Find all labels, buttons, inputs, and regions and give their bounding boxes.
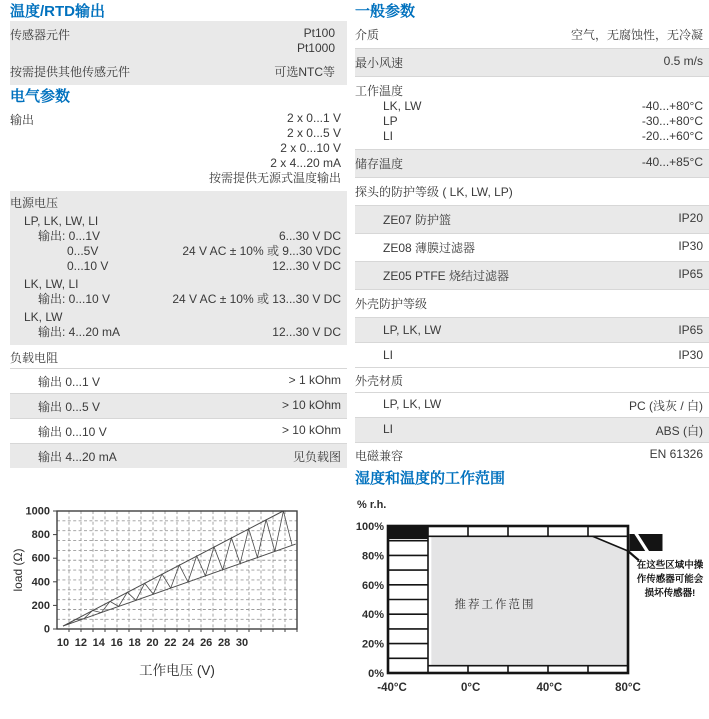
group-header: 外壳防护等级 — [355, 297, 428, 311]
humidity-y-tick: 0% — [368, 668, 384, 680]
spec-value: 24 V AC ± 10% 或 9...30 VDC — [182, 244, 341, 258]
spec-value: IP30 — [678, 348, 703, 362]
spec-row — [355, 261, 709, 289]
spec-row-medium — [355, 21, 709, 48]
section-title-temp-rtd: 温度/RTD输出 — [10, 3, 105, 20]
spec-label: 传感器元件 — [10, 28, 71, 42]
spec-value — [209, 111, 341, 186]
spec-label: 输出: 4...20 mA — [38, 325, 121, 339]
spec-value: IP30 — [678, 239, 703, 253]
spec-value: IP65 — [678, 323, 703, 337]
spec-row — [355, 233, 709, 261]
spec-value: > 10 kOhm — [281, 422, 341, 437]
spec-row-other-sensors — [10, 58, 341, 80]
spec-label: 输出: 0...1V — [38, 229, 101, 243]
spec-row — [355, 99, 703, 114]
spec-row — [10, 443, 347, 468]
spec-label: 0...10 V — [67, 259, 109, 273]
load-chart-y-tick: 400 — [31, 576, 50, 589]
danger-note-line: 作传感器可能会 — [636, 574, 704, 585]
spec-value: 12...30 V DC — [272, 325, 341, 339]
spec-label: 介质 — [355, 28, 380, 42]
spec-row — [355, 342, 709, 367]
spec-row — [355, 205, 709, 233]
sensor-element-block — [10, 21, 347, 85]
spec-label: 输出 — [10, 113, 35, 127]
spec-label: LP — [383, 114, 398, 128]
spec-row — [10, 393, 347, 418]
spec-value: > 10 kOhm — [281, 397, 341, 412]
humidity-operating-range-chart — [355, 488, 709, 704]
humidity-x-tick: 40°C — [536, 682, 563, 694]
humidity-y-tick: 40% — [361, 609, 384, 622]
spec-label: 输出 0...1 V — [38, 374, 101, 389]
spec-label: 最小风速 — [355, 56, 404, 70]
load-chart-y-tick: 200 — [31, 599, 50, 612]
spec-label: 输出: 0...10 V — [38, 292, 111, 306]
load-resistance-section — [10, 345, 347, 468]
spec-value: 0.5 m/s — [663, 54, 703, 68]
housing-material-header — [355, 367, 709, 392]
spec-value: -40...+80°C — [641, 99, 703, 113]
supply-row — [10, 325, 341, 340]
supply-header: 电源电压 — [10, 196, 59, 210]
spec-value: > 1 kOhm — [288, 372, 341, 387]
spec-value-line: 2 x 0...1 V — [286, 111, 341, 125]
spec-value-line: Pt1000 — [296, 41, 335, 55]
group-header: 工作温度 — [355, 84, 404, 98]
load-chart-x-tick: 28 — [217, 637, 231, 649]
spec-label: 0...5V — [67, 244, 99, 258]
supply-row — [10, 229, 341, 244]
group-header: 探头的防护等级 ( LK, LW, LP) — [355, 185, 513, 199]
spec-value-line: 2 x 0...5 V — [286, 126, 341, 140]
spec-row-sensor-element — [10, 26, 341, 58]
humidity-y-tick: 20% — [361, 638, 384, 651]
section-title-general: 一般参数 — [355, 3, 416, 20]
spec-row — [355, 392, 709, 417]
section-title-electrical: 电气参数 — [10, 88, 71, 105]
load-chart-y-label: load (Ω) — [11, 548, 25, 592]
spec-row — [10, 418, 347, 443]
spec-row — [355, 317, 709, 342]
spec-label: LP, LK, LW — [383, 396, 442, 411]
load-chart-x-tick: 10 — [56, 637, 70, 649]
spec-row — [355, 417, 709, 442]
spec-value: -40...+85°C — [641, 155, 703, 169]
humidity-y-tick: 80% — [361, 550, 384, 563]
supply-row — [10, 292, 341, 307]
humidity-y-tick: 100% — [355, 521, 384, 533]
humidity-y-axis-unit: % r.h. — [357, 499, 387, 511]
spec-label: 按需提供其他传感元件 — [10, 65, 131, 79]
spec-value: 空气，无腐蚀性，无冷凝 — [570, 28, 703, 42]
load-chart-y-tick: 800 — [31, 529, 50, 542]
operating-temp-group — [355, 76, 709, 149]
spec-value: 6...30 V DC — [278, 229, 341, 243]
supply-models: LK, LW — [24, 310, 63, 324]
spec-value: -30...+80°C — [641, 114, 703, 128]
spec-row-storage-temp — [355, 149, 709, 177]
spec-row — [10, 368, 347, 393]
recommended-range-label: 推荐工作范围 — [454, 599, 536, 611]
left-column — [10, 0, 347, 685]
load-chart-x-label: 工作电压 (V) — [139, 663, 215, 678]
spec-label: LI — [383, 421, 394, 436]
spec-label: ZE05 PTFE 烧结过滤器 — [383, 269, 510, 283]
load-chart-x-tick: 14 — [92, 637, 105, 649]
spec-value-line: 2 x 0...10 V — [280, 141, 341, 155]
spec-value: IP65 — [678, 267, 703, 281]
supply-row — [10, 244, 341, 259]
spec-row-min-airspeed — [355, 48, 709, 76]
spec-label: LI — [383, 129, 394, 143]
load-chart-x-tick: 22 — [164, 637, 177, 649]
spec-label: LI — [383, 348, 394, 362]
spec-label: 输出 4...20 mA — [38, 449, 117, 464]
spec-value: -20...+60°C — [641, 129, 703, 143]
spec-label: 输出 0...10 V — [38, 424, 107, 439]
spec-value: ABS (白) — [655, 423, 703, 438]
spec-value: 12...30 V DC — [272, 259, 341, 273]
spec-value: 24 V AC ± 10% 或 13...30 V DC — [172, 292, 341, 306]
spec-row-emc — [355, 442, 709, 467]
load-chart-x-tick: 26 — [200, 637, 213, 649]
danger-note-line: 在这些区域中操 — [636, 560, 704, 571]
load-chart — [10, 496, 347, 685]
spec-value: PC (浅灰 / 白) — [629, 398, 703, 413]
load-resistance-header: 负载电阻 — [10, 351, 59, 365]
spec-label: 储存温度 — [355, 157, 404, 171]
spec-label: ZE07 防护篮 — [383, 213, 452, 227]
spec-row — [355, 114, 703, 129]
humidity-x-tick: 80°C — [615, 682, 641, 694]
humidity-x-tick: 0°C — [461, 682, 481, 694]
supply-row — [10, 259, 341, 274]
load-chart-y-tick: 1000 — [25, 505, 50, 518]
danger-zone-top-left — [388, 526, 428, 539]
load-chart-x-tick: 16 — [110, 637, 123, 649]
load-chart-x-tick: 30 — [235, 637, 249, 649]
supply-voltage-block — [10, 191, 347, 345]
spec-row-output — [10, 106, 347, 191]
load-band-hatch — [67, 511, 293, 625]
spec-value: 可选NTC等 — [274, 65, 335, 79]
load-chart-x-tick: 24 — [182, 637, 195, 649]
supply-models: LK, LW, LI — [24, 277, 79, 291]
spec-label: 输出 0...5 V — [38, 399, 101, 414]
spec-label: 电磁兼容 — [355, 448, 404, 463]
load-band-upper — [63, 511, 283, 626]
spec-value — [297, 26, 335, 56]
load-chart-x-tick: 12 — [74, 637, 88, 649]
spec-row — [355, 129, 703, 144]
section-title-humidity-range: 湿度和温度的工作范围 — [355, 470, 506, 487]
right-column — [355, 0, 709, 704]
spec-value-line: 按需提供无源式温度输出 — [208, 171, 341, 185]
supply-models: LP, LK, LW, LI — [24, 214, 99, 228]
spec-value: 见负载图 — [292, 449, 341, 464]
load-chart-y-tick: 600 — [31, 552, 50, 565]
group-header: 外壳材质 — [355, 374, 404, 388]
spec-value: IP20 — [678, 211, 703, 225]
housing-protection-header — [355, 289, 709, 317]
spec-value-line: 2 x 4...20 mA — [270, 156, 341, 170]
spec-value: EN 61326 — [649, 446, 703, 461]
humidity-y-tick: 60% — [361, 579, 384, 592]
spec-label: LP, LK, LW — [383, 323, 442, 337]
load-chart-x-tick: 18 — [128, 637, 141, 649]
spec-label: ZE08 薄膜过滤器 — [383, 241, 476, 255]
danger-note-line: 损坏传感器! — [644, 588, 696, 599]
load-chart-y-tick: 0 — [43, 623, 50, 636]
spec-label: LK, LW — [383, 99, 422, 113]
probe-protection-header — [355, 177, 709, 205]
spec-value-line: Pt100 — [303, 26, 335, 40]
humidity-x-tick: -40°C — [377, 682, 407, 694]
load-chart-x-tick: 20 — [146, 637, 159, 649]
